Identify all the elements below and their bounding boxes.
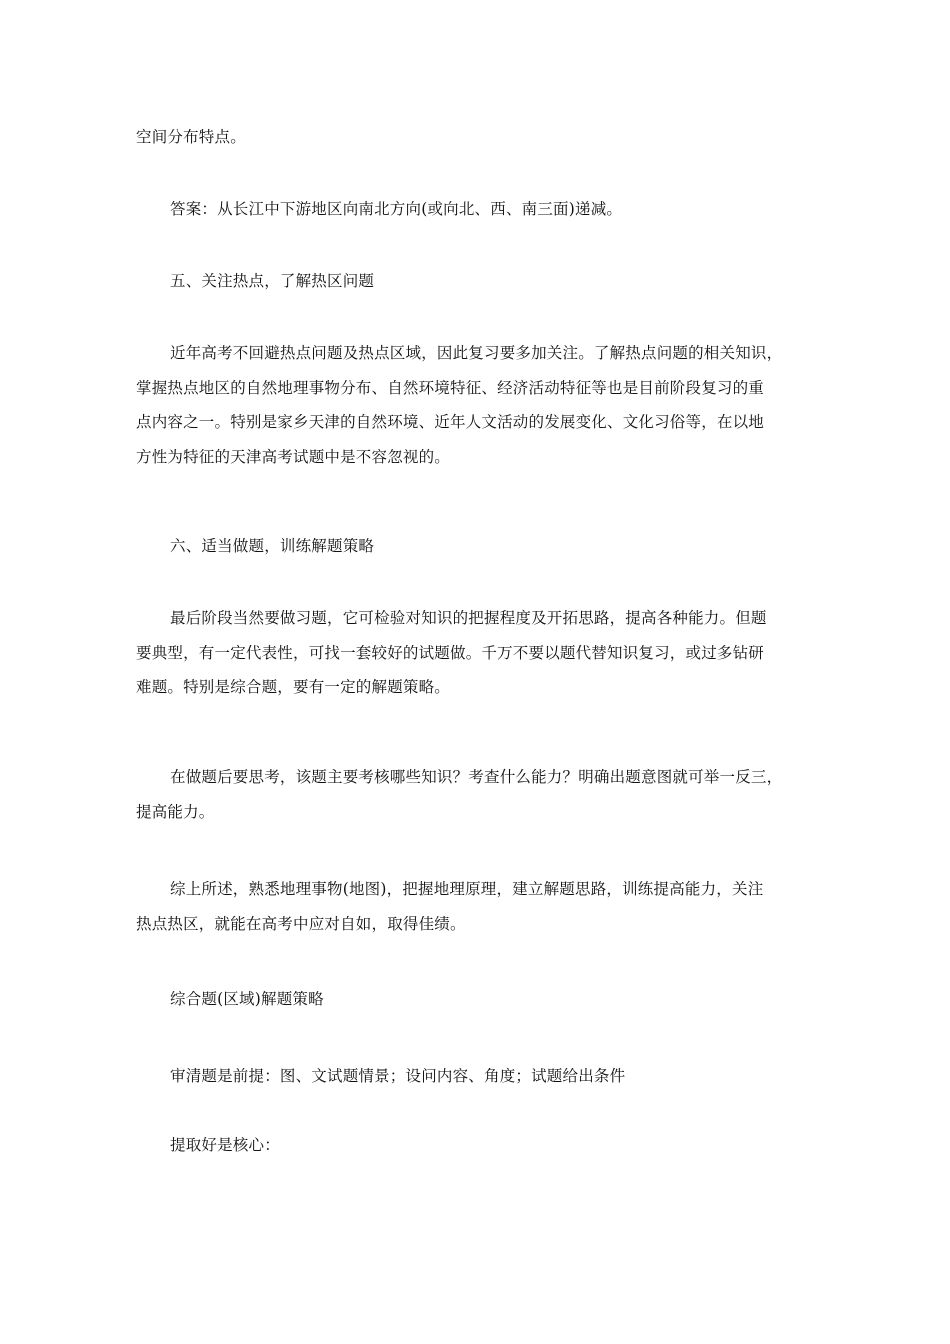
heading-section-six [136, 529, 816, 564]
text-line: 在做题后要思考，该题主要考核哪些知识？考查什么能力？明确出题意图就可举一反三， [170, 768, 783, 786]
heading-section-five [136, 264, 816, 299]
text-line: 难题。特别是综合题，要有一定的解题策略。 [136, 678, 451, 696]
text-line: 提高能力。 [136, 802, 215, 821]
section-heading: 六、适当做题，训练解题策略 [170, 537, 375, 555]
text-line: 答案：从长江中下游地区向南北方向(或向北、西、南三面)递减。 [170, 200, 623, 218]
text-line: 审清题是前提：图、文试题情景；设问内容、角度；试题给出条件 [170, 1067, 626, 1085]
text-line: 掌握热点地区的自然地理事物分布、自然环境特征、经济活动特征等也是目前阶段复习的重 [136, 378, 765, 397]
text-line: 近年高考不回避热点问题及热点区域，因此复习要多加关注。了解热点问题的相关知识， [170, 344, 783, 362]
text-line: 方性为特征的天津高考试题中是不容忽视的。 [136, 447, 451, 466]
text-line: 空间分布特点。 [136, 128, 246, 146]
section-heading: 五、关注热点，了解热区问题 [170, 272, 375, 290]
text-line: 综上所述，熟悉地理事物(地图)，把握地理原理，建立解题思路，训练提高能力，关注 [170, 880, 764, 898]
paragraph-extract-core [136, 1128, 816, 1163]
text-line: 提取好是核心： [170, 1136, 280, 1154]
paragraph-hotspots [136, 336, 816, 474]
paragraph-summary [136, 872, 816, 941]
paragraph-reflection [136, 760, 816, 829]
text-line: 点内容之一。特别是家乡天津的自然环境、近年人文活动的发展变化、文化习俗等，在以地 [136, 413, 765, 431]
text-line: 要典型，有一定代表性，可找一套较好的试题做。千万不要以题代替知识复习，或过多钻研 [136, 643, 765, 662]
paragraph-answer [136, 192, 816, 227]
paragraph-review-question [136, 1059, 816, 1094]
heading-strategy [136, 982, 816, 1017]
paragraph-spatial-distribution [136, 120, 816, 155]
text-line: 最后阶段当然要做习题，它可检验对知识的把握程度及开拓思路，提高各种能力。但题 [170, 609, 767, 627]
text-line: 热点热区，就能在高考中应对自如，取得佳绩。 [136, 914, 466, 933]
section-heading: 综合题(区域)解题策略 [170, 990, 324, 1008]
paragraph-practice [136, 601, 816, 705]
